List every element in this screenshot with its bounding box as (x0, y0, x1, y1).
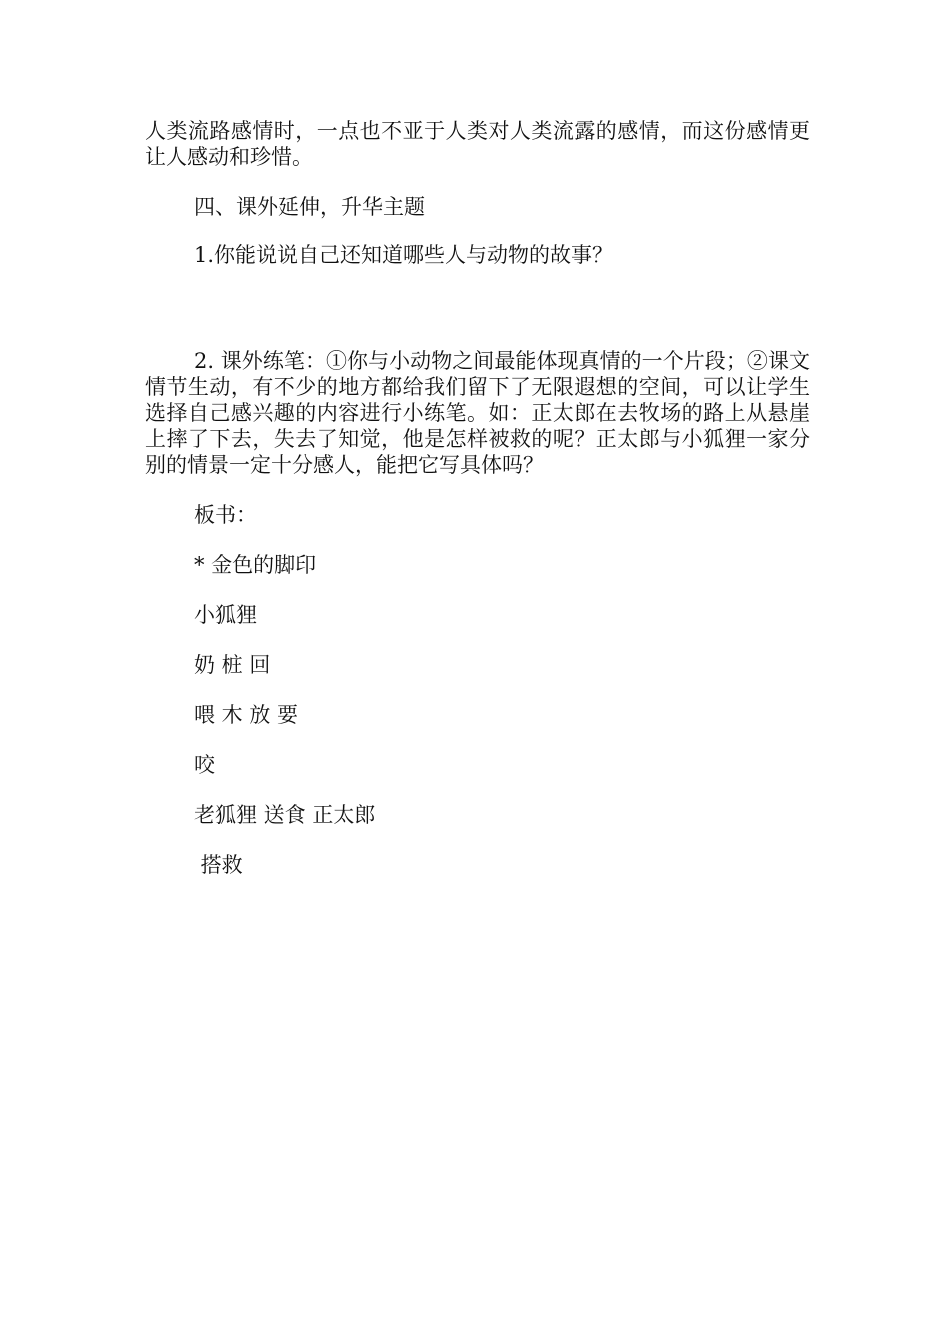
document-page (145, 118, 810, 878)
board-line-3: 奶 桩 回 (194, 653, 271, 677)
board-line-5: 咬 (194, 753, 215, 777)
paragraph-emotion: 人类流路感情时，一点也不亚于人类对人类流露的感情，而这份感情更让人感动和珍惜。 (145, 119, 810, 169)
section-heading-extension: 四、课外延伸，升华主题 (194, 195, 425, 219)
board-line-7: 搭救 (194, 853, 243, 877)
board-line-fox-cub: 小狐狸 (194, 603, 257, 627)
board-label: 板书： (194, 503, 257, 527)
question-2-writing-practice: 2. 课外练笔：①你与小动物之间最能体现真情的一个片段；②课文情节生动，有不少的地方都给我们留下了无限遐想的空间，可以让学生选择自己感兴趣的内容进行小练笔。如：正太郎在去牧场的路上从悬崖上摔了下去，失去了知觉，他是怎样被救的呢？正太郎与小狐狸一家分别的情景一定十分感人，能把它写具体吗？ (145, 349, 810, 477)
board-line-title: * 金色的脚印 (194, 553, 317, 577)
board-line-6: 老狐狸 送食 正太郎 (194, 803, 376, 827)
board-line-4: 喂 木 放 要 (194, 703, 299, 727)
question-1: 1.你能说说自己还知道哪些人与动物的故事？ (194, 243, 614, 267)
